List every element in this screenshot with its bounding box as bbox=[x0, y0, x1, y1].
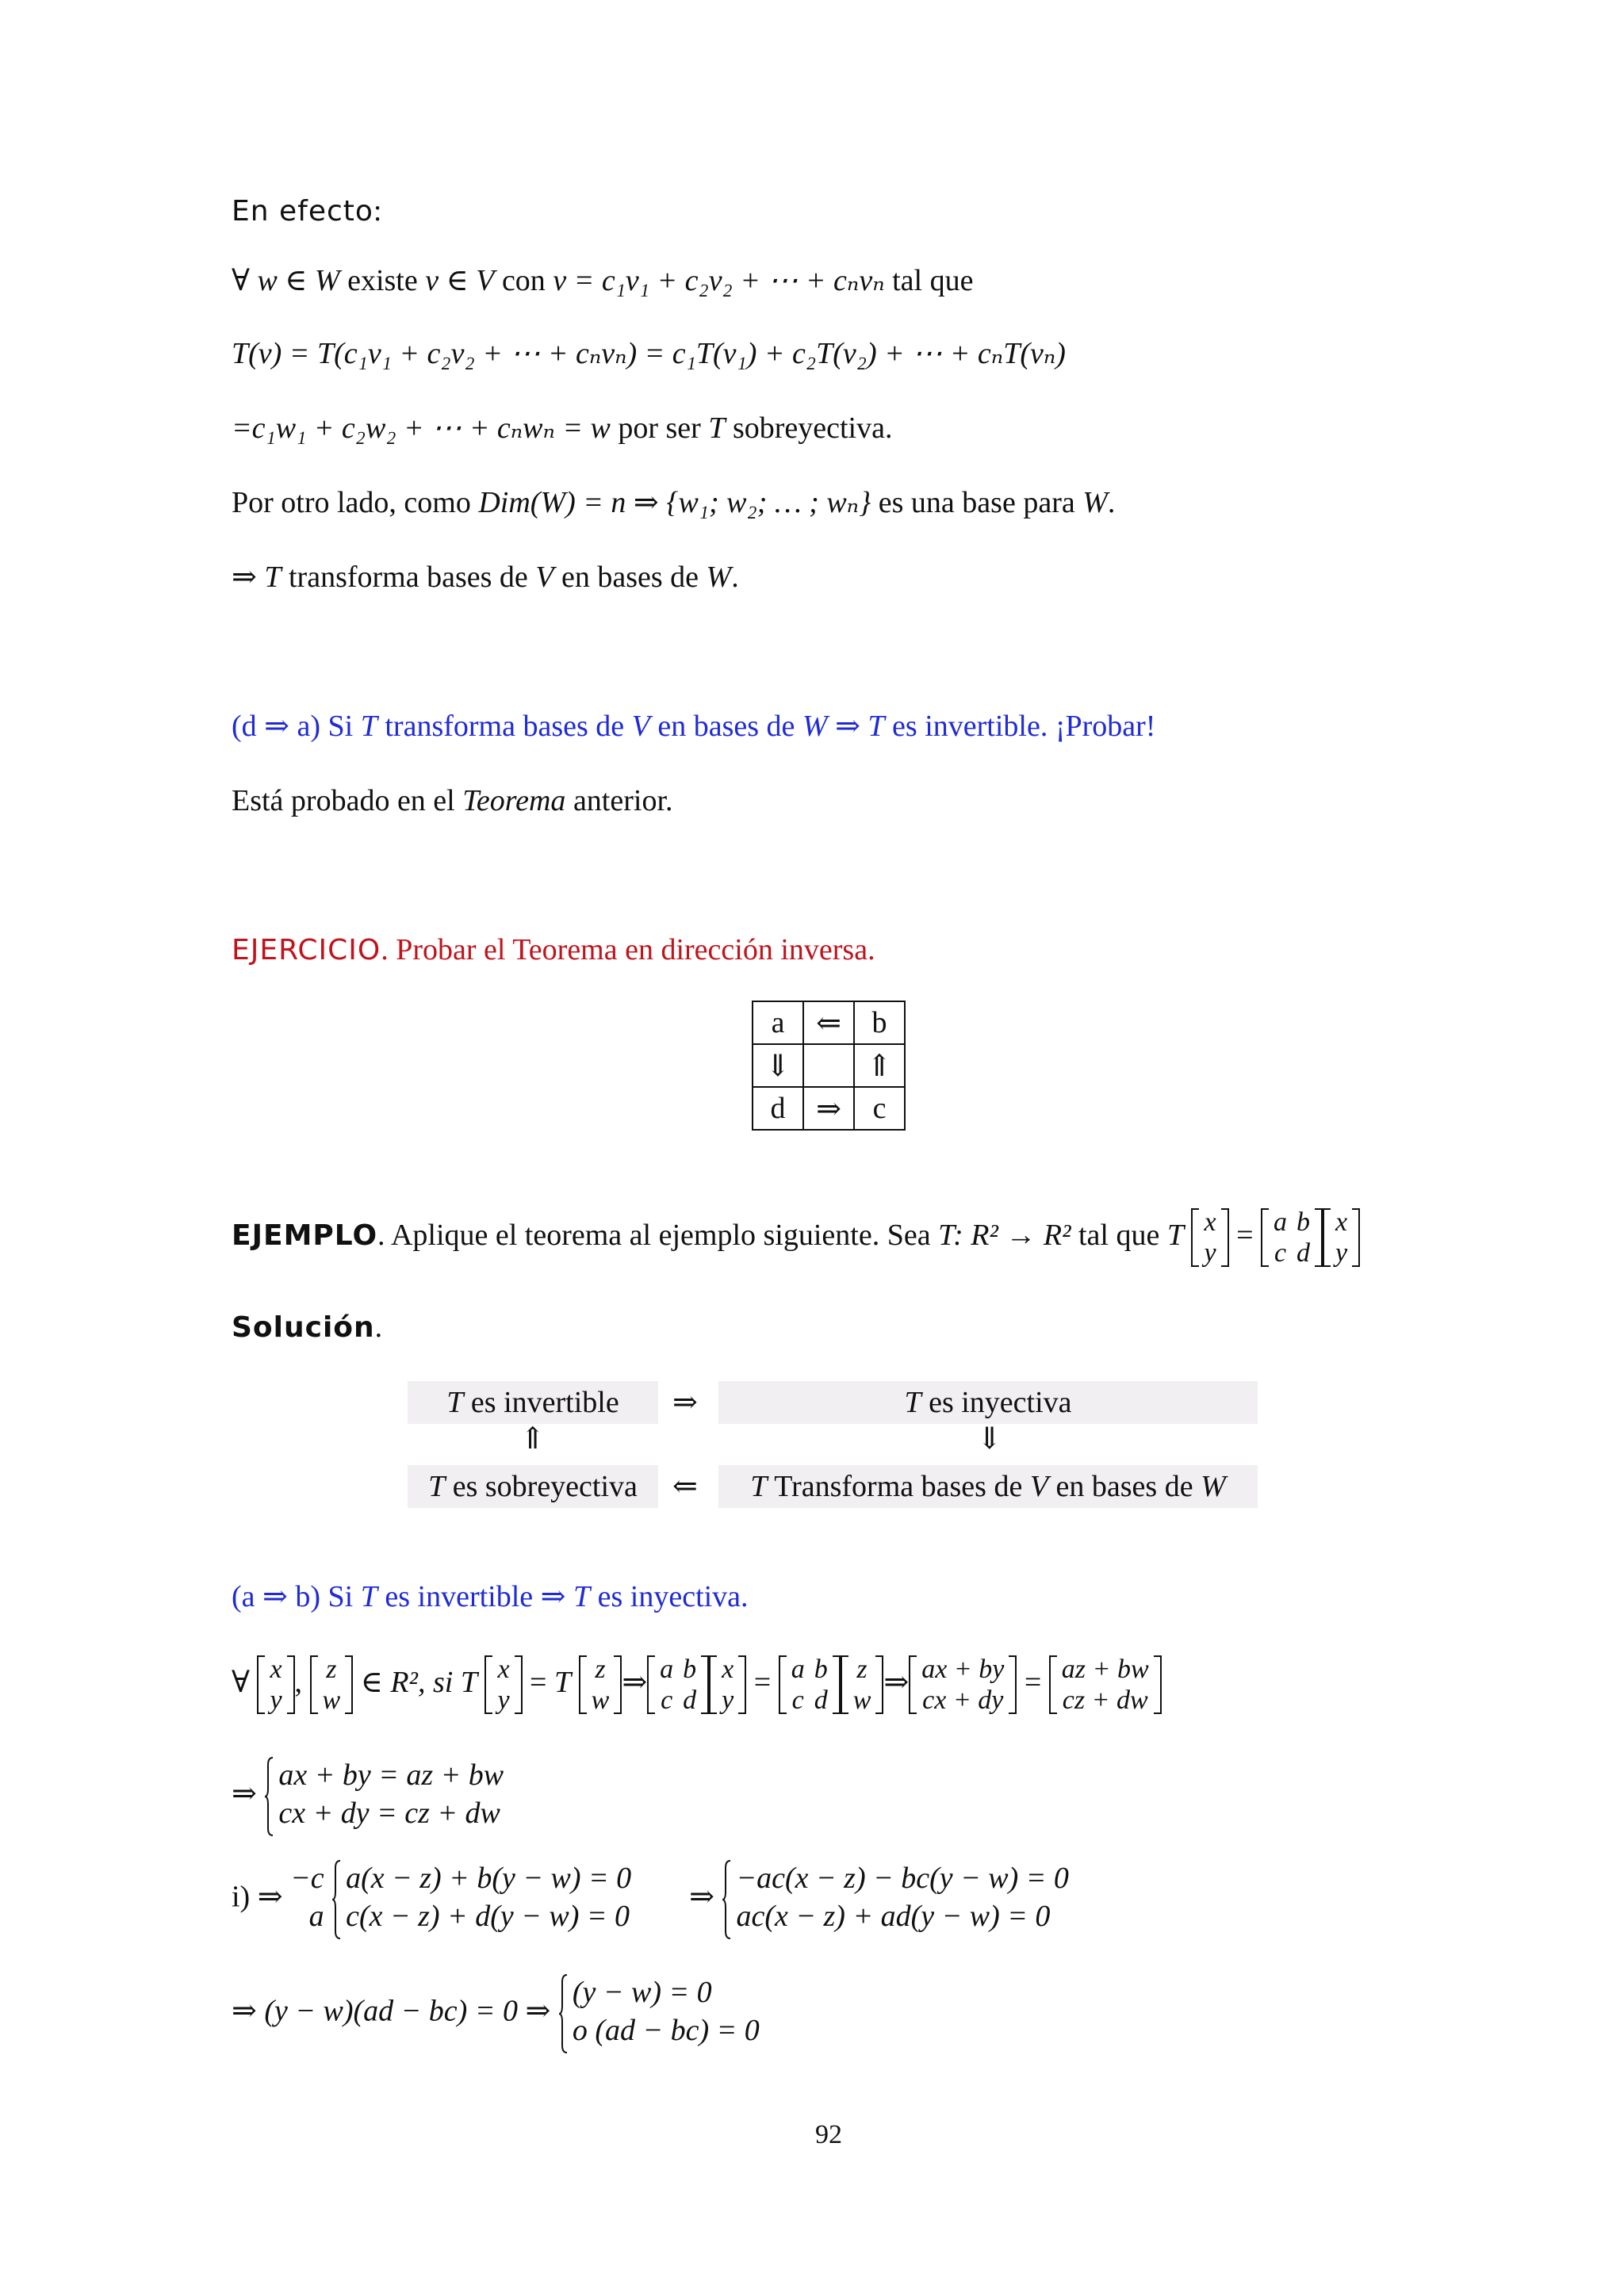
matrix-xy: x y bbox=[709, 1654, 746, 1716]
matrix-zw: z w bbox=[310, 1654, 354, 1716]
brace-system: a(x − z) + b(y − w) = 0 c(x − z) + d(y − w) = 0 bbox=[331, 1860, 631, 1935]
brace-system: −ac(x − z) − bc(y − w) = 0 ac(x − z) + ad(y − w) = 0 bbox=[722, 1860, 1068, 1935]
left-brace-icon bbox=[331, 1860, 341, 1939]
section-heading-en-efecto: En efecto: bbox=[232, 194, 382, 228]
grid-cell: c bbox=[854, 1087, 905, 1130]
implication-grid bbox=[752, 1001, 906, 1131]
paragraph-line-dimension: Por otro lado, como Dim(W) = n ⇒ {w₁; w₂; … ; wₙ} es una base para W. bbox=[232, 486, 1116, 519]
matrix-zw: z w bbox=[579, 1654, 622, 1716]
diag-arrow-right: ⇒ bbox=[672, 1386, 698, 1419]
equation-line-tv: T(v) = T(c₁v₁ + c₂v₂ + ⋯ + cₙvₙ) = c₁T(v₁) + c₂T(v₂) + ⋯ + cₙT(vₙ) bbox=[232, 337, 1066, 370]
left-brace-icon bbox=[722, 1860, 731, 1939]
grid-cell bbox=[803, 1044, 854, 1087]
diag-box-sobreyectiva: T es sobreyectiva bbox=[408, 1465, 658, 1508]
statement-a-implies-b: (a ⇒ b) Si T es invertible ⇒ T es inyectiva. bbox=[232, 1580, 749, 1613]
statement-d-implies-a: (d ⇒ a) Si T transforma bases de V en bases de W ⇒ T es invertible. ¡Probar! bbox=[232, 710, 1156, 743]
equation-line-injective: ∀ x y , z w ∈ R², si T x y = T z w ⇒ a b c d x y = a b c d z w ⇒ ax + by cx + dy = az + bw cz + dw bbox=[232, 1654, 1162, 1716]
diag-box-invertible: T es invertible bbox=[408, 1381, 658, 1424]
matrix-abcd: a b c d bbox=[647, 1654, 709, 1716]
matrix-xy: x y bbox=[485, 1654, 522, 1716]
grid-cell: d bbox=[753, 1087, 803, 1130]
diag-box-transforma-bases: T Transforma bases de V en bases de W bbox=[718, 1465, 1258, 1508]
paragraph-line-proved: Está probado en el Teorema anterior. bbox=[232, 784, 673, 817]
matrix-xy: x y bbox=[1323, 1207, 1360, 1269]
grid-cell: b bbox=[854, 1001, 905, 1044]
grid-cell: ⇓ bbox=[753, 1044, 803, 1087]
solution-heading: Solución. bbox=[232, 1311, 383, 1344]
example-statement: EJEMPLO. Aplique el teorema al ejemplo siguiente. Sea T: R² → R² tal que T x y = a b c d x y bbox=[232, 1207, 1360, 1269]
matrix-xy: x y bbox=[257, 1654, 294, 1716]
left-brace-icon bbox=[558, 1974, 568, 2053]
diag-arrow-up: ⇑ bbox=[520, 1422, 546, 1456]
grid-cell: ⇒ bbox=[803, 1087, 854, 1130]
page-number: 92 bbox=[815, 2120, 842, 2149]
brace-system: ax + by = az + bw cx + dy = cz + dw bbox=[264, 1757, 504, 1832]
brace-system: (y − w) = 0 o (ad − bc) = 0 bbox=[558, 1974, 760, 2049]
matrix-abcd: a b c d bbox=[779, 1654, 841, 1716]
equation-line-sum-w: =c₁w₁ + c₂w₂ + ⋯ + cₙwₙ = w por ser T sobreyectiva. bbox=[232, 411, 893, 445]
exercise-heading: EJERCICIO. Probar el Teorema en dirección inversa. bbox=[232, 933, 875, 966]
matrix-abcd: a b c d bbox=[1261, 1207, 1323, 1269]
matrix-zw: z w bbox=[841, 1654, 884, 1716]
paragraph-line-conclusion: ⇒ T transforma bases de V en bases de W. bbox=[232, 561, 739, 594]
multipliers: −c a bbox=[290, 1862, 324, 1933]
matrix-xy: x y bbox=[1191, 1207, 1228, 1269]
matrix-azbw: az + bw cz + dw bbox=[1049, 1654, 1162, 1716]
equation-system-1: ⇒ ax + by = az + bw cx + dy = cz + dw bbox=[232, 1757, 504, 1832]
grid-cell: a bbox=[753, 1001, 803, 1044]
equation-system-2: i) ⇒ −c a a(x − z) + b(y − w) = 0 c(x − z) + d(y − w) = 0 ⇒ −ac(x − z) − bc(y − w) = 0 ac(x − z) + ad(y − w) = 0 bbox=[232, 1860, 1069, 1935]
left-brace-icon bbox=[264, 1757, 274, 1836]
matrix-axby: ax + by cx + dy bbox=[909, 1654, 1017, 1716]
diag-box-inyectiva: T es inyectiva bbox=[718, 1381, 1258, 1424]
paragraph-line-existence: ∀ w ∈ W existe v ∈ V con v = c₁v₁ + c₂v₂ + ⋯ + cₙvₙ tal que bbox=[232, 264, 974, 297]
equation-system-3: ⇒ (y − w)(ad − bc) = 0 ⇒ (y − w) = 0 o (ad − bc) = 0 bbox=[232, 1974, 760, 2049]
grid-cell: ⇑ bbox=[854, 1044, 905, 1087]
grid-cell: ⇐ bbox=[803, 1001, 854, 1044]
diag-arrow-left: ⇐ bbox=[672, 1470, 698, 1503]
diag-arrow-down: ⇓ bbox=[977, 1422, 1002, 1456]
